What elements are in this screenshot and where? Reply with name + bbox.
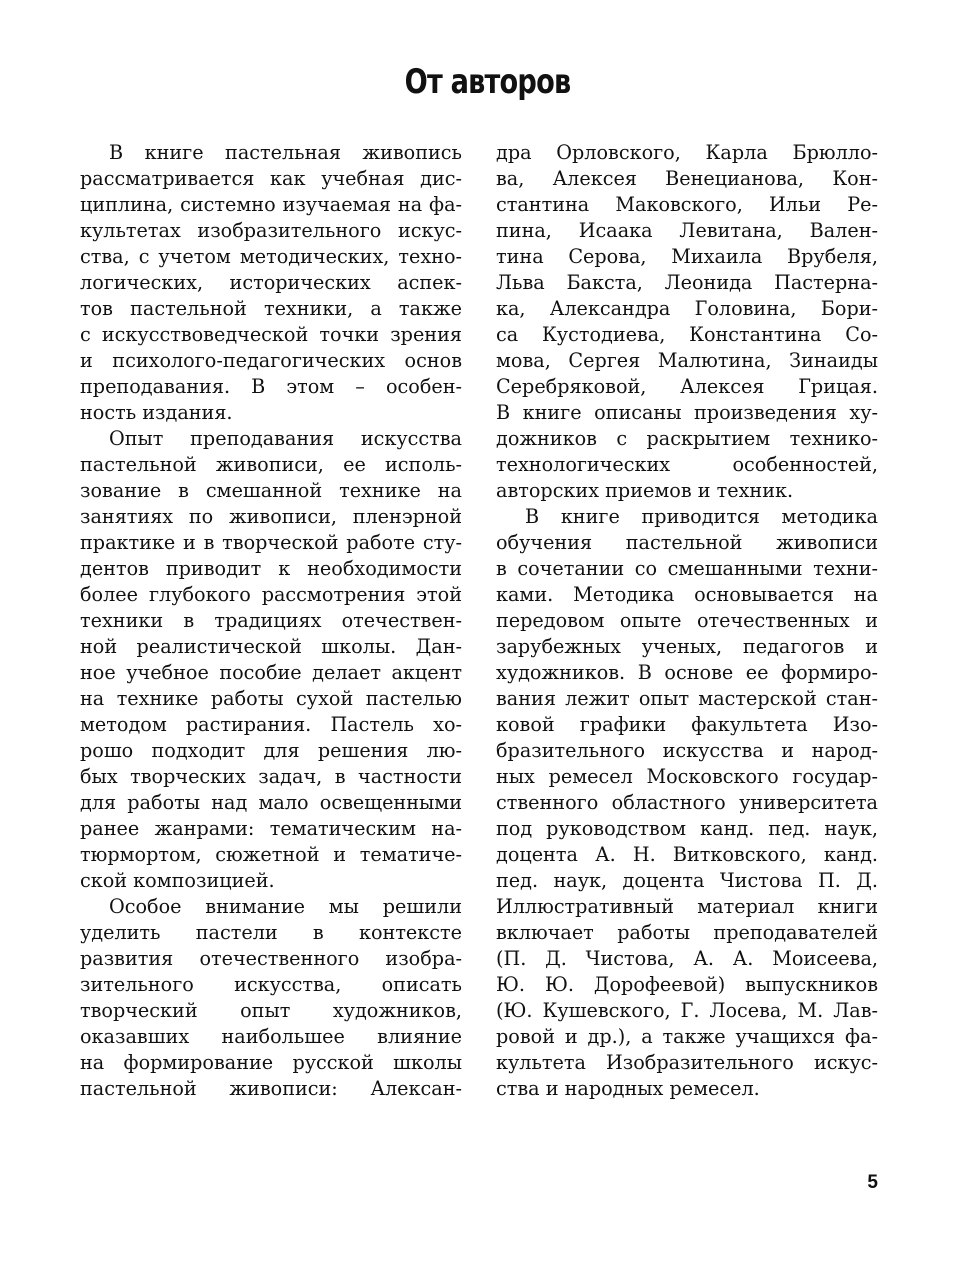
text-line: ное учебное пособие делает акцент [80,661,462,684]
text-line: художников. В основе ее формиро- [496,661,878,684]
text-line: ственного областного университета [496,791,878,814]
text-line: тина Серова, Михаила Врубеля, [496,245,878,268]
text-line: бразительного искусства и народ- [496,739,878,762]
text-line: доцента А. Н. Витковского, канд. [496,843,878,866]
text-line: методом растирания. Пастель хо- [80,713,462,736]
left-text-column [80,140,462,1102]
text-line: ковой графики факультета Изо- [496,713,878,736]
text-line: занятиях по живописи, пленэрной [80,505,462,528]
text-line: В книге приводится методика [525,505,878,528]
text-line: дра Орловского, Карла Брюлло- [496,141,878,164]
text-line: обучения пастельной живописи [496,531,878,554]
text-line: ровой и др.), а также учащихся фа- [496,1025,878,1048]
text-line: на формирование русской школы [80,1051,462,1074]
text-line: технологических особенностей, [496,453,878,476]
text-line: тов пастельной техники, а также [80,297,462,320]
text-line: в сочетании со смешанными техни- [496,557,878,580]
text-line: циплина, системно изучаемая на фа- [80,193,462,216]
text-line: зарубежных ученых, педагогов и [496,635,878,658]
text-line: творческий опыт художников, [80,999,462,1022]
text-line: рошо подходит для решения лю- [80,739,462,762]
text-line: уделить пастели в контексте [80,921,462,944]
text-line: культета Изобразительного искус- [496,1051,878,1074]
text-line: и психолого-педагогических основ [80,349,462,372]
text-line: на технике работы сухой пастелью [80,687,462,710]
text-line: тюрмортом, сюжетной и тематиче- [80,843,462,866]
right-text-column [496,140,878,1102]
text-line: пастельной живописи, ее исполь- [80,453,462,476]
text-line: культетах изобразительного искус- [80,219,462,242]
text-line: (П. Д. Чистова, А. А. Моисеева, [496,947,878,970]
text-line: включает работы преподавателей [496,921,878,944]
text-line: В книге пастельная живопись [109,141,462,164]
text-line: ства, с учетом методических, техно- [80,245,462,268]
text-line: В книге описаны произведения ху- [496,401,878,424]
text-line: Особое внимание мы решили [109,895,462,918]
text-line: пастельной живописи: Алексан- [80,1077,462,1100]
text-line: авторских приемов и техник. [496,479,794,502]
text-line: ства и народных ремесел. [496,1077,760,1100]
text-line: зительного искусства, описать [80,973,462,996]
text-line: Опыт преподавания искусства [109,427,462,450]
text-line: пед. наук, доцента Чистова П. Д. [496,869,878,892]
text-line: развития отечественного изобра- [80,947,462,970]
text-line: более глубокого рассмотрения этой [80,583,462,606]
text-line: Ю. Ю. Дорофеевой) выпускников [496,973,878,996]
text-line: ской композицией. [80,869,275,892]
text-line: зование в смешанной технике на [80,479,462,502]
text-line: передовом опыте отечественных и [496,609,878,632]
text-line: бых творческих задач, в частности [80,765,462,788]
text-line: рассматривается как учебная дис- [80,167,462,190]
text-line: ва, Алексея Венецианова, Кон- [496,167,878,190]
text-line: логических, исторических аспек- [80,271,462,294]
text-line: стантина Маковского, Ильи Ре- [496,193,878,216]
text-line: вания лежит опыт мастерской стан- [496,687,878,710]
text-line: ных ремесел Московского государ- [496,765,878,788]
page-number: 5 [867,1172,878,1193]
text-line: под руководством канд. пед. наук, [496,817,878,840]
text-line: ность издания. [80,401,233,424]
text-line: ками. Методика основывается на [496,583,878,606]
page-title: От авторов [404,62,571,102]
text-line: для работы над мало освещенными [80,791,462,814]
text-line: пина, Исаака Левитана, Вален- [496,219,878,242]
text-line: мова, Сергея Малютина, Зинаиды [496,349,878,372]
text-line: Льва Бакста, Леонида Пастерна- [496,271,878,294]
text-line: Иллюстративный материал книги [496,895,878,918]
text-line: преподавания. В этом – особен- [80,375,462,398]
text-line: ной реалистической школы. Дан- [80,635,462,658]
text-line: са Кустодиева, Константина Со- [496,323,878,346]
text-line: дожников с раскрытием технико- [496,427,878,450]
text-line: дентов приводит к необходимости [80,557,462,580]
text-line: ка, Александра Головина, Бори- [496,297,878,320]
text-line: ранее жанрами: тематическим на- [80,817,462,840]
text-line: оказавших наибольшее влияние [80,1025,462,1048]
text-line: Серебряковой, Алексея Грицая. [496,375,878,398]
text-line: практике и в творческой работе сту- [80,531,462,554]
text-line: техники в традициях отечествен- [80,609,462,632]
text-line: (Ю. Кушевского, Г. Лосева, М. Лав- [496,999,878,1022]
text-line: с искусствоведческой точки зрения [80,323,462,346]
